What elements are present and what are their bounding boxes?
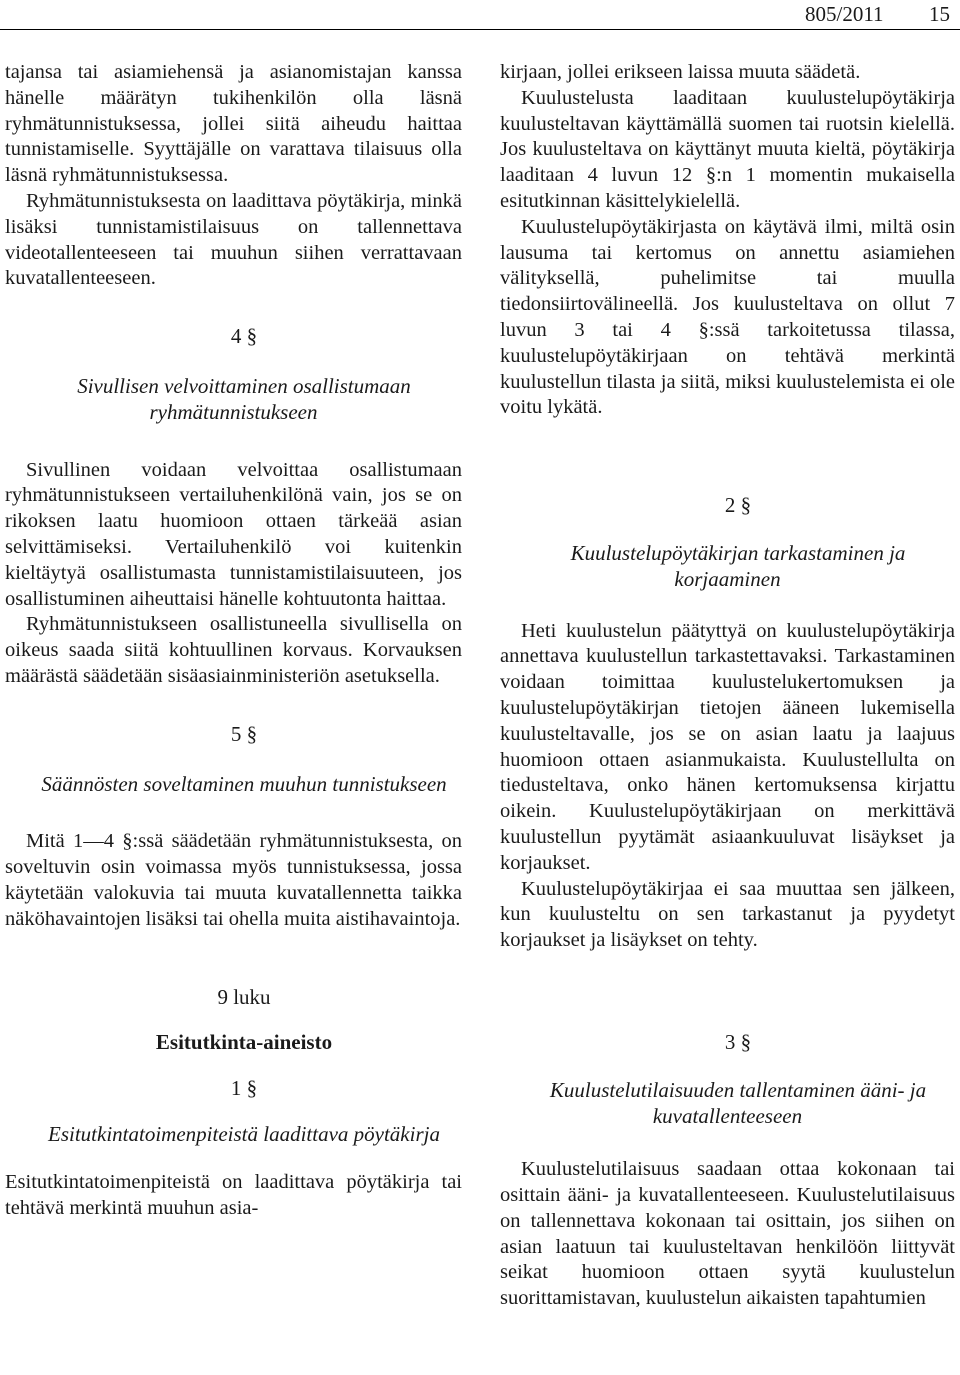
- paragraph: Heti kuulustelun päätyttyä on kuulustelupöytäkirja annettava kuulustellun tarkastettavaksi. Tarkastaminen voidaan toimittaa kuulustelukertomuksen ja kuulustelupöytäkirjan tietojen ääneen lukemisella kuulusteltavalle, jos se on asian laatu ja laajuus huomioon ottaen asianmukaista. Kuulustellulta on tiedusteltava, onko hänen kertomuksensa kirjattu oikein. Kuulustelupöytäkirjaan on merkittävä kuulustellun pyytämät asiaankuuluvat lisäykset ja korjaukset.: [500, 619, 955, 874]
- paragraph: tajansa tai asiamiehensä ja asianomistajan kanssa hänelle määrätyn tukihenkilön olla läsnä ryhmätunnistuksessa, jollei siitä aiheudu haittaa tunnistamiselle. Syyttäjälle on varattava tilaisuus olla läsnä ryhmätunnistuksessa.: [5, 61, 462, 187]
- section-title: Kuulustelutilaisuuden tallentaminen ääni- ja kuvatallenteeseen: [549, 1077, 927, 1128]
- page-number: 15: [929, 2, 950, 26]
- chapter-number: 9 luku: [217, 984, 271, 1009]
- section-title: Kuulustelupöytäkirjan tarkastaminen ja korjaaminen: [570, 540, 906, 591]
- paragraph: Ryhmätunnistuksesta on laadittava pöytäkirja, minkä lisäksi tunnistamistilaisuus on tallennettava videotallenteeseen tai muuhun siihen verrattavaan kuvatallenteeseen.: [5, 189, 462, 290]
- paragraph: Kuulustelupöytäkirjasta on käytävä ilmi, miltä osin lausuma tai kertomus on annettu asiamiehen välityksellä, puhelimitse tai muulla tiedonsiirtovälineellä. Jos kuulusteltava on ollut 7 luvun 3 tai 4 §:ssä tarkoitetussa tilassa, kuulustelupöytäkirjaan on tehtävä merkintä kuulustellun tilasta ja siitä, miksi kuulustelemista ei ole voitu lykätä.: [500, 215, 955, 419]
- paragraph: Kuulustelupöytäkirjaa ei saa muuttaa sen jälkeen, kun kuulusteltu on sen tarkastanut ja pyydetyt korjaukset ja lisäykset on tehty.: [500, 877, 955, 952]
- section-number: 5 §: [230, 721, 258, 746]
- paragraph: Kuulustelusta laaditaan kuulustelupöytäkirja kuulusteltavan käyttämällä suomen tai ruotsin kielellä. Jos kuulusteltava on käyttänyt muuta kieltä, pöytäkirja laaditaan 4 luvun 12 §:n 1 momentin mukaisella esitutkinnan käsittelykielellä.: [500, 86, 955, 212]
- section-number: 3 §: [724, 1029, 752, 1054]
- left-column: [5, 60, 462, 1221]
- section-number: 1 §: [230, 1076, 258, 1101]
- section-title: Säännösten soveltaminen muuhun tunnistukseen: [41, 771, 447, 796]
- paragraph: Mitä 1—4 §:ssä säädetään ryhmätunnistuksesta, on soveltuvin osin voimassa myös tunnistuksessa, jossa käytetään valokuvia tai muuta kuvatallennetta taikka näköhavaintojen lisäksi tai ohella muita aistihavaintoja.: [5, 830, 462, 930]
- section-number: 2 §: [724, 493, 752, 518]
- paragraph: Sivullinen voidaan velvoittaa osallistumaan ryhmätunnistukseen vertailuhenkilönä vain, jos se on rikoksen laatu huomioon ottaen tärkeää asian selvittämiseksi. Vertailuhenkilö voi kuitenkin kieltäytyä osallistumasta tunnistamistilaisuuteen, jos osallistuminen aiheuttaisi hänelle kohtuutonta haittaa.: [5, 458, 462, 610]
- section-title: Sivullisen velvoittaminen osallistumaan ryhmätunnistukseen: [77, 373, 411, 424]
- paragraph: Kuulustelutilaisuus saadaan ottaa kokonaan tai osittain ääni- ja kuvatallenteeseen. Kuulustelutilaisuus on tallennettava kokonaan tai osittain, jos siihen on asian laatuun tai kuulusteltavan henkilöön liittyvät seikat huomioon ottaen syytä kuulustelun suorittamistavan, kuulustelun aikaisten tapahtumien: [500, 1158, 955, 1310]
- paragraph: kirjaan, jollei erikseen laissa muuta säädetä.: [500, 61, 861, 83]
- header-rule: [0, 29, 960, 30]
- paragraph: Ryhmätunnistukseen osallistuneella sivullisella on oikeus saada siitä kohtuullinen korvaus. Korvauksen määrästä säädetään sisäasiainministeriön asetuksella.: [5, 613, 462, 687]
- page-header: [0, 0, 960, 30]
- section-number: 4 §: [230, 324, 258, 349]
- chapter-title: Esitutkinta-aineisto: [155, 1030, 333, 1055]
- section-title: Esitutkintatoimenpiteistä laadittava pöytäkirja: [48, 1121, 440, 1146]
- paragraph: Esitutkintatoimenpiteistä on laadittava pöytäkirja tai tehtävä merkintä muuhun asia-: [5, 1170, 462, 1219]
- document-number: 805/2011: [805, 2, 884, 26]
- right-column: [500, 60, 955, 1312]
